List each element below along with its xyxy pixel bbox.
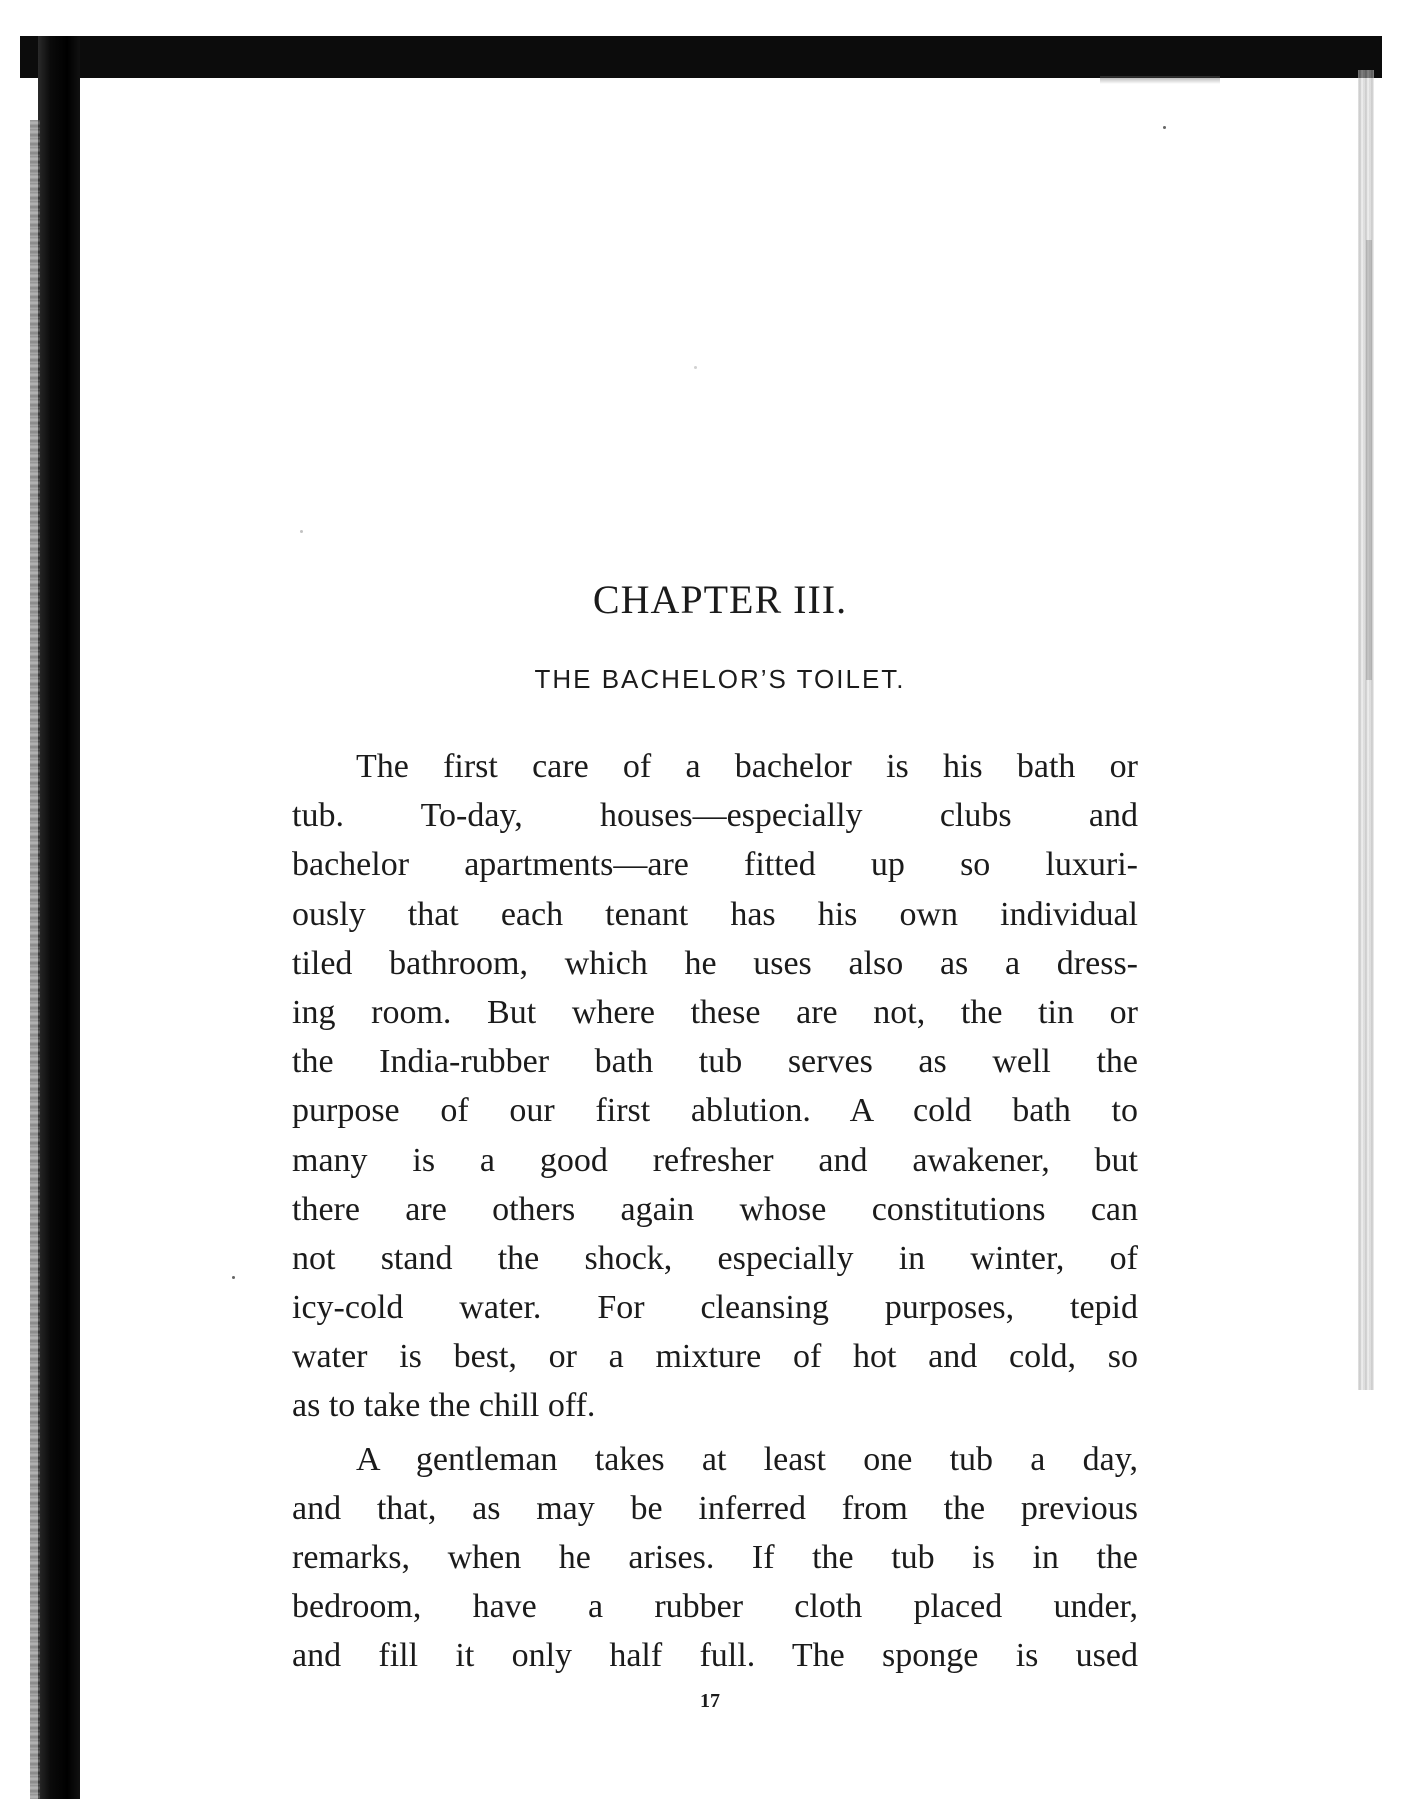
scan-speck bbox=[694, 366, 697, 369]
text-line: icy-cold water. For cleansing purposes, tepid bbox=[292, 1289, 1138, 1327]
scan-smudge bbox=[1100, 76, 1220, 84]
text-line: remarks, when he arises. If the tub is in the bbox=[292, 1539, 1138, 1576]
scan-speck bbox=[1163, 126, 1166, 129]
paragraph bbox=[292, 1435, 1138, 1681]
text-line: and fill it only half full. The sponge is used bbox=[292, 1637, 1138, 1675]
text-line: water is best, or a mixture of hot and cold, so bbox=[292, 1338, 1138, 1376]
text-line: as to take the chill off. bbox=[292, 1387, 596, 1425]
text-line: and that, as may be inferred from the previous bbox=[292, 1489, 1138, 1527]
text-line: A gentleman takes at least one tub a day, bbox=[356, 1440, 1138, 1478]
scan-speck bbox=[300, 530, 303, 533]
scan-speck bbox=[232, 1276, 235, 1279]
text-line: bachelor apartments—are fitted up so luxuri- bbox=[292, 846, 1138, 884]
text-line: purpose of our first ablution. A cold bath to bbox=[292, 1092, 1138, 1130]
scan-border-top bbox=[20, 36, 1382, 78]
text-line: ing room. But where these are not, the tin or bbox=[292, 993, 1138, 1031]
text-line: there are others again whose constitutions can bbox=[292, 1190, 1138, 1228]
text-line: not stand the shock, especially in winter, of bbox=[292, 1239, 1138, 1277]
text-line: the India-rubber bath tub serves as well the bbox=[292, 1043, 1138, 1081]
chapter-subtitle: THE BACHELOR’S TOILET. bbox=[534, 664, 906, 694]
chapter-heading: CHAPTER III. bbox=[592, 577, 848, 622]
body-text bbox=[292, 742, 1138, 1681]
scan-border-left bbox=[38, 36, 80, 1799]
text-line: ously that each tenant has his own individual bbox=[292, 895, 1138, 933]
scan-border-right-shadow bbox=[1366, 240, 1372, 680]
text-line: bedroom, have a rubber cloth placed under, bbox=[292, 1588, 1138, 1626]
text-line: The first care of a bachelor is his bath or bbox=[356, 748, 1138, 785]
text-line: tiled bathroom, which he uses also as a dress- bbox=[292, 944, 1138, 982]
text-line: tub. To-day, houses—especially clubs and bbox=[292, 797, 1138, 835]
page-number: 17 bbox=[700, 1690, 720, 1712]
text-line: many is a good refresher and awakener, but bbox=[292, 1141, 1138, 1179]
paragraph bbox=[292, 742, 1138, 1431]
scan-border-left-edge bbox=[30, 120, 40, 1799]
